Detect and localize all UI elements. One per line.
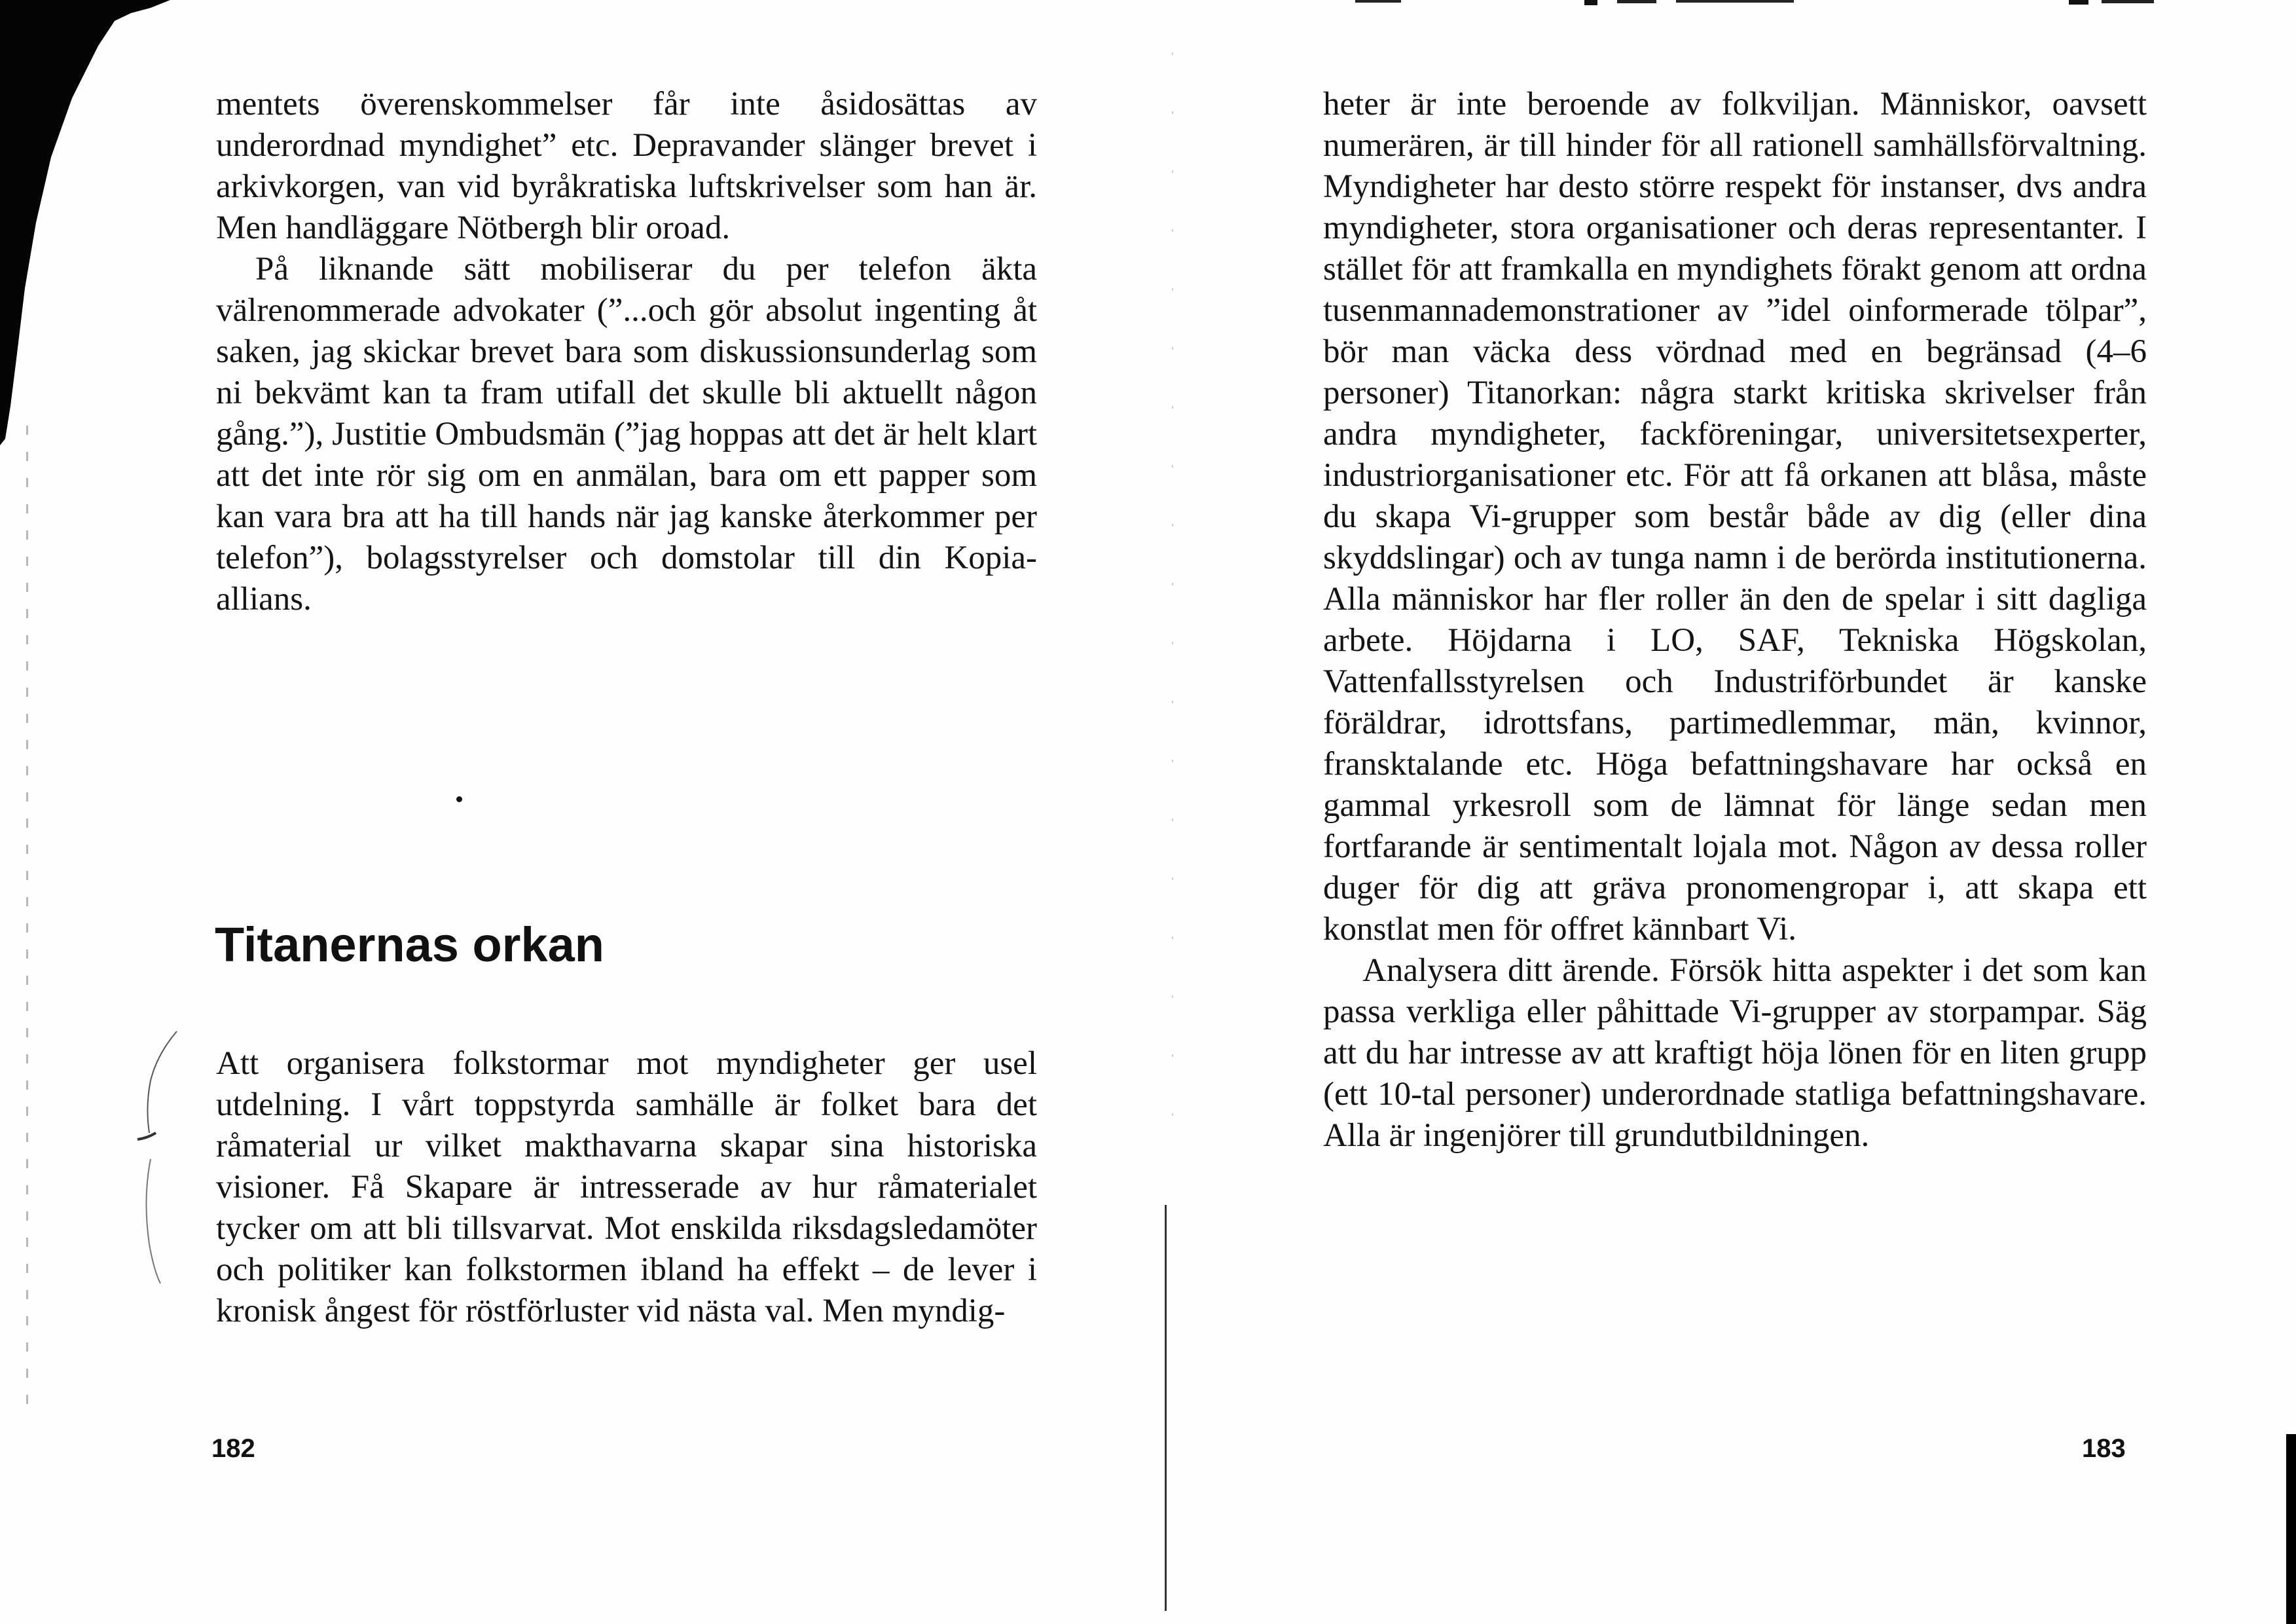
paragraph: På liknande sätt mobiliserar du per telefon äkta välrenommerade advokater (”...och gör absolut ingenting åt saken, jag skickar brevet bara som diskussionsunderlag som ni bekvämt kan ta fram utifall det skulle bli aktuellt någon gång.”), Justitie Ombudsmän (”jag hoppas att det är helt klart att det inte rör sig om en anmälan, bara om ett papper som kan vara bra att ha till hands när jag kanske återkommer per telefon”), bolagsstyrelser och domstolar till din Kopia-allians. <box>216 251 1037 618</box>
paragraph: Att organisera folkstormar mot myndigheter ger usel utdelning. I vårt toppstyrda samhälle är folket bara det råmaterial ur vilket makthavarna skapar sina historiska visioner. Få Skapare är intresserade av hur råmaterialet tycker om att bli tillsvarvat. Mot enskilda riksdagsledamöter och politiker kan folkstormen ibland ha effekt – de lever i kronisk ångest för röstförluster vid nästa val. Men myndig- <box>216 1045 1037 1329</box>
right-page-text <box>1323 84 2147 1156</box>
paragraph: Analysera ditt ärende. Försök hitta aspekter i det som kan passa verkliga eller påhittade Vi-grupper av storpampar. Säg att du har intresse av att kraftigt höja lönen för en liten grupp (ett 10-tal personer) underordnade statliga befattningshavare. Alla är ingenjörer till grundutbildningen. <box>1323 952 2147 1154</box>
scan-gutter-line <box>1165 1205 1167 1611</box>
page-number: 183 <box>2082 1434 2126 1463</box>
paragraph: heter är inte beroende av folkviljan. Människor, oavsett numerären, är till hinder för all rationell samhällsförvaltning. Myndigheter har desto större respekt för instanser, dvs andra myndigheter, stora organisationer och deras representanter. I stället för att framkalla en myndighets förakt genom att ordna tusenmannademonstrationer av ”idel oinformerade tölpar”, bör man väcka dess vördnad med en begränsad (4–6 personer) Titanorkan: några starkt kritiska skrivelser från andra myndigheter, fackföreningar, universitetsexperter, industriorganisationer etc. För att få orkanen att blåsa, måste du skapa Vi-grupper som består både av dig (eller dina skyddslingar) och av tunga namn i de berörda institutionerna. Alla människor har fler roller än den de spelar i sitt dagliga arbete. Höjdarna i LO, SAF, Tekniska Högskolan, Vattenfallsstyrelsen och Industriförbundet är kanske föräldrar, idrottsfans, partimedlemmar, män, kvinnor, fransktalande etc. Höga befattningshavare har också en gammal yrkesroll som de lämnat för länge sedan men fortfarande är sentimentalt lojala mot. Någon av dessa roller duger för dig att gräva pronomengropar i, att skapa ett konstlat men för offret kännbart Vi. <box>1323 86 2147 948</box>
right-page <box>1178 0 2296 1624</box>
page-number: 182 <box>211 1434 255 1463</box>
paragraph: mentets överenskommelser får inte åsidosättas av underordnad myndighet” etc. Depravander slänger brevet i arkivkorgen, van vid byråkratiska luftskrivelser som han är. Men handläggare Nötbergh blir oroad. <box>216 86 1037 246</box>
scan-gutter-marks <box>1172 52 1173 1166</box>
left-page-top-text <box>216 84 1037 620</box>
left-page-section-text <box>216 1043 1037 1332</box>
section-heading: Titanernas orkan <box>215 917 604 972</box>
